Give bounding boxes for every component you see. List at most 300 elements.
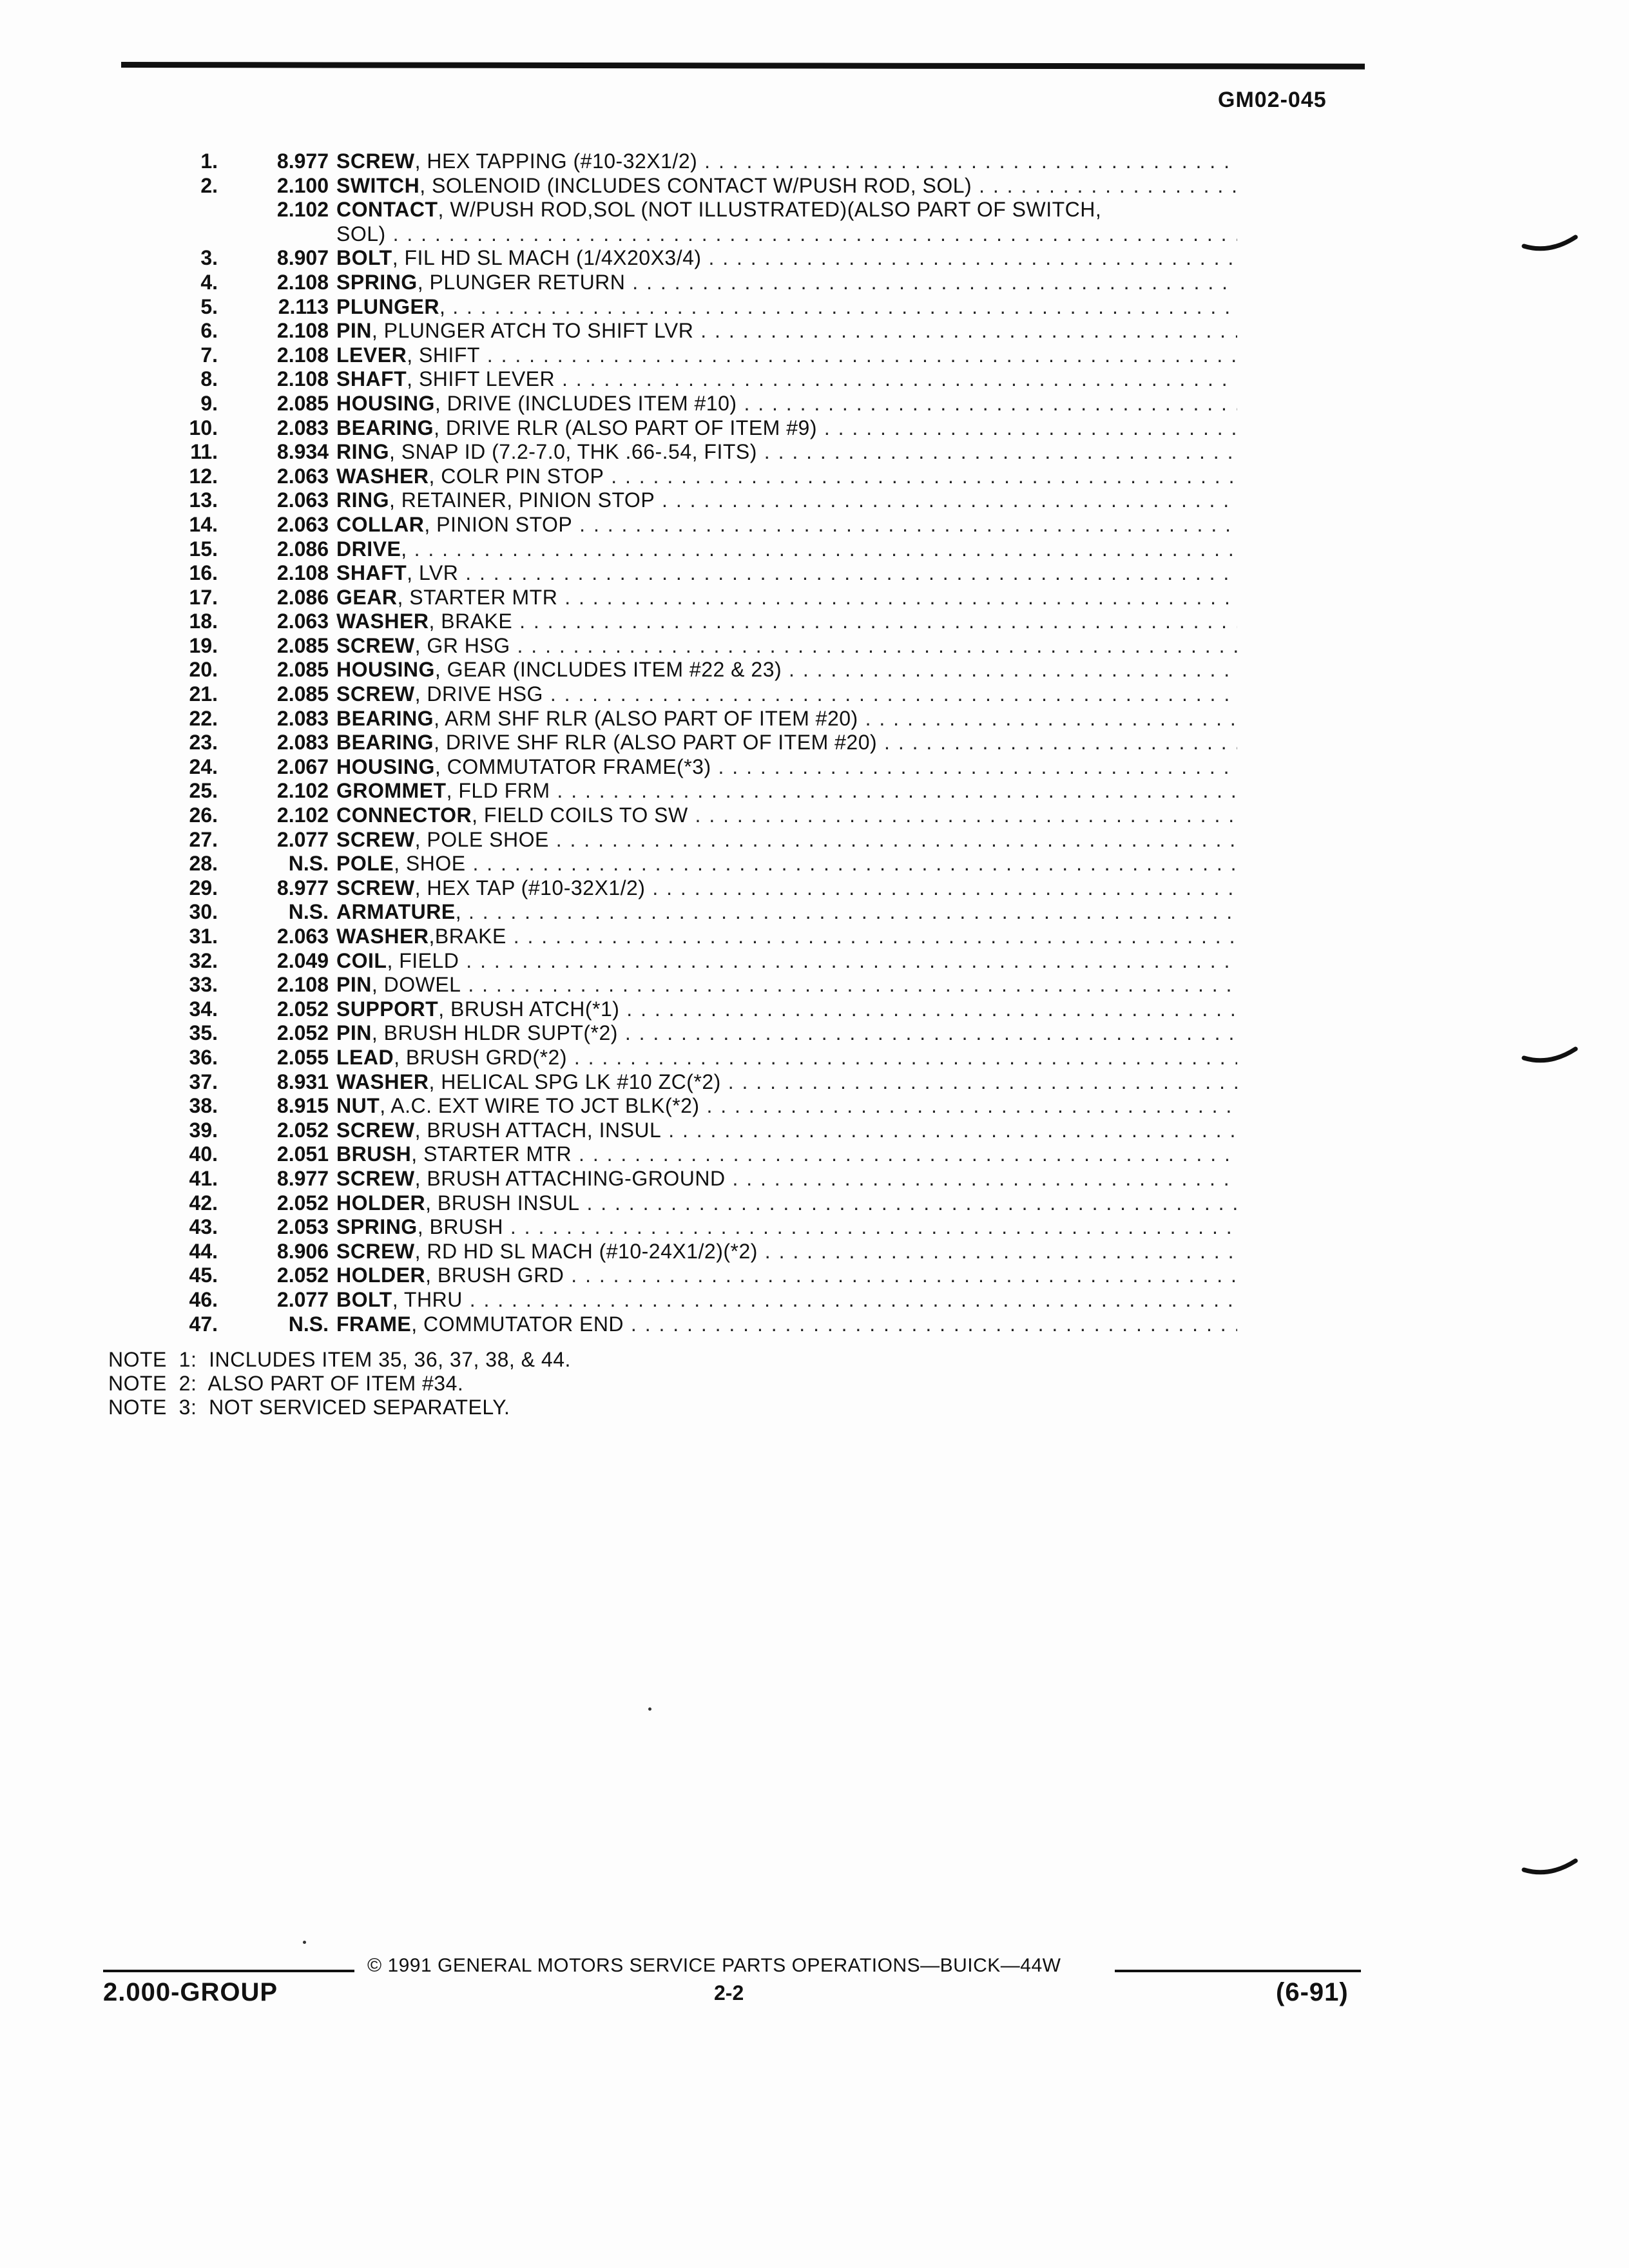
list-item <box>142 246 1237 271</box>
item-number: 31. <box>189 925 218 948</box>
group-code: 2.083 <box>276 416 329 439</box>
group-code: 2.108 <box>276 973 329 997</box>
list-item <box>142 1215 1237 1240</box>
item-number: 19. <box>189 633 218 657</box>
item-number: 39. <box>189 1118 218 1142</box>
part-detail: , PLUNGER ATCH TO SHIFT LVR <box>371 319 694 343</box>
group-code: 2.055 <box>276 1045 329 1069</box>
part-name: RING <box>336 440 389 464</box>
list-item <box>142 1021 1237 1046</box>
list-item <box>142 295 1237 320</box>
group-code: 2.052 <box>276 1264 329 1287</box>
footer-copyright: © 1991 GENERAL MOTORS SERVICE PARTS OPERATIONS—BUICK—44W <box>367 1955 1061 1976</box>
item-number: 45. <box>189 1264 218 1287</box>
item-number: 15. <box>189 537 218 561</box>
notes-section <box>108 1348 571 1419</box>
group-code: 2.063 <box>276 464 329 488</box>
item-number: 30. <box>189 900 218 924</box>
list-item <box>142 319 1237 343</box>
group-code: 8.906 <box>276 1239 329 1263</box>
footer-group: 2.000-GROUP <box>103 1978 278 2006</box>
part-detail: , FIELD COILS TO SW <box>472 803 688 827</box>
list-item <box>142 634 1237 658</box>
part-detail: , THRU <box>392 1287 463 1311</box>
group-code: 2.053 <box>276 1215 329 1239</box>
part-description <box>336 997 1237 1022</box>
part-description <box>336 537 1237 562</box>
part-name: WASHER <box>336 610 429 633</box>
item-number: 34. <box>189 997 218 1021</box>
list-item <box>142 1094 1237 1119</box>
list-item <box>142 1312 1237 1337</box>
part-detail: , BRUSH ATTACHING-GROUND <box>414 1166 726 1190</box>
part-description <box>336 343 1237 368</box>
item-number: 24. <box>189 754 218 778</box>
group-code: 2.085 <box>276 658 329 682</box>
group-code: 2.085 <box>276 391 329 415</box>
part-detail: , HEX TAPPING (#10-32X1/2) <box>414 149 698 173</box>
part-name: BRUSH <box>336 1142 412 1166</box>
group-code: 2.085 <box>276 682 329 706</box>
part-description <box>336 876 1237 901</box>
part-detail: , FIL HD SL MACH (1/4X20X3/4) <box>392 246 702 270</box>
part-description <box>336 658 1237 682</box>
item-number: 47. <box>189 1312 218 1336</box>
part-description <box>336 1070 1237 1095</box>
part-name: SCREW <box>336 1166 415 1190</box>
part-name: HOLDER <box>336 1264 426 1287</box>
part-detail: , SHOE <box>394 852 466 876</box>
part-detail: , RETAINER, PINION STOP <box>389 488 655 512</box>
list-item <box>142 440 1237 465</box>
list-item <box>142 513 1237 537</box>
part-name: BEARING <box>336 416 434 439</box>
part-detail: , FLD FRM <box>446 779 550 803</box>
part-name: SHAFT <box>336 367 407 391</box>
part-name: SCREW <box>336 827 415 851</box>
part-detail: SOL) <box>336 222 386 245</box>
part-description <box>336 1264 1237 1288</box>
item-number: 3. <box>200 246 218 270</box>
footer-rule-left <box>103 1970 354 1972</box>
part-description <box>336 392 1237 416</box>
part-description <box>336 731 1237 755</box>
item-number: 44. <box>189 1239 218 1263</box>
list-item <box>142 149 1237 174</box>
list-item <box>142 488 1237 513</box>
group-code: 2.086 <box>276 585 329 609</box>
part-name: SPRING <box>336 270 418 294</box>
list-item <box>142 367 1237 392</box>
list-item <box>142 222 1237 247</box>
list-item <box>142 1046 1237 1070</box>
list-item <box>142 392 1237 416</box>
part-name: HOUSING <box>336 754 435 778</box>
list-item <box>142 610 1237 634</box>
part-detail: , RD HD SL MACH (#10-24X1/2)(*2) <box>414 1239 758 1263</box>
part-description <box>336 803 1237 828</box>
item-number: 13. <box>189 488 218 512</box>
part-description <box>336 1288 1237 1312</box>
part-name: WASHER <box>336 1070 429 1093</box>
part-detail: , <box>439 294 446 318</box>
part-detail: , HELICAL SPG LK #10 ZC(*2) <box>429 1070 721 1093</box>
part-detail: , BRAKE <box>429 610 513 633</box>
part-description <box>336 488 1237 513</box>
part-detail: , DRIVE RLR (ALSO PART OF ITEM #9) <box>434 416 817 439</box>
part-name: BEARING <box>336 731 434 754</box>
list-item <box>142 1240 1237 1264</box>
part-detail: , SOLENOID (INCLUDES CONTACT W/PUSH ROD, SOL) <box>419 173 972 197</box>
group-code: 2.063 <box>276 488 329 512</box>
group-code: 2.108 <box>276 319 329 343</box>
parts-list <box>142 149 1237 1336</box>
group-code: 8.977 <box>276 1166 329 1190</box>
part-name: SCREW <box>336 876 415 899</box>
part-description <box>336 900 1237 925</box>
item-number: 1. <box>200 149 218 173</box>
part-description <box>336 586 1237 610</box>
item-number: 37. <box>189 1070 218 1093</box>
group-code: 2.108 <box>276 561 329 585</box>
part-detail: , STARTER MTR <box>397 585 558 609</box>
group-code: 2.086 <box>276 537 329 561</box>
part-name: ARMATURE <box>336 900 456 924</box>
item-number: 4. <box>200 270 218 294</box>
item-number: 41. <box>189 1166 218 1190</box>
part-detail: , BRUSH ATTACH, INSUL <box>414 1118 662 1142</box>
part-name: PIN <box>336 1021 372 1045</box>
part-name: SCREW <box>336 1239 415 1263</box>
scan-speck <box>648 1707 651 1711</box>
group-code: 8.934 <box>276 440 329 464</box>
item-number: 20. <box>189 658 218 682</box>
list-item <box>142 900 1237 925</box>
group-code: 2.108 <box>276 270 329 294</box>
list-item <box>142 973 1237 997</box>
list-item <box>142 828 1237 852</box>
part-detail: , COLR PIN STOP <box>429 464 604 488</box>
part-detail: , BRUSH ATCH(*1) <box>438 997 620 1021</box>
part-description <box>336 246 1237 271</box>
group-code: 2.063 <box>276 925 329 948</box>
part-detail: , BRUSH INSUL <box>425 1191 580 1215</box>
part-name: LEAD <box>336 1045 394 1069</box>
group-code: 2.063 <box>276 610 329 633</box>
item-number: 17. <box>189 585 218 609</box>
part-name: PIN <box>336 973 372 997</box>
list-item <box>142 465 1237 489</box>
item-number: 29. <box>189 876 218 899</box>
part-description <box>336 319 1237 343</box>
footer-rule-right <box>1115 1970 1361 1972</box>
part-description <box>336 465 1237 489</box>
part-name: BOLT <box>336 1287 392 1311</box>
part-detail: , DRIVE SHF RLR (ALSO PART OF ITEM #20) <box>434 731 878 754</box>
part-description <box>336 1240 1237 1264</box>
list-item <box>142 949 1237 974</box>
item-number: 11. <box>190 440 218 464</box>
part-name: WASHER <box>336 464 429 488</box>
part-name: SWITCH <box>336 173 420 197</box>
list-item <box>142 731 1237 755</box>
part-description <box>336 440 1237 465</box>
part-name: BOLT <box>336 246 392 270</box>
part-name: HOUSING <box>336 391 435 415</box>
list-item <box>142 852 1237 876</box>
part-name: GROMMET <box>336 779 447 803</box>
group-code: 2.113 <box>278 294 329 318</box>
item-number: 35. <box>189 1021 218 1045</box>
group-code: 2.063 <box>276 512 329 536</box>
part-description <box>336 707 1237 731</box>
list-item <box>142 1167 1237 1191</box>
group-code: 2.052 <box>276 1191 329 1215</box>
part-name: BEARING <box>336 706 434 730</box>
item-number: 32. <box>189 948 218 972</box>
part-name: WASHER <box>336 925 429 948</box>
group-code: N.S. <box>288 1312 329 1336</box>
part-detail: , COMMUTATOR END <box>411 1312 624 1336</box>
part-name: NUT <box>336 1094 380 1118</box>
item-number: 23. <box>189 731 218 754</box>
list-item <box>142 1142 1237 1167</box>
part-detail: , POLE SHOE <box>414 827 549 851</box>
group-code: 8.977 <box>276 149 329 173</box>
item-number: 43. <box>189 1215 218 1239</box>
part-description <box>336 1119 1237 1143</box>
list-item <box>142 997 1237 1022</box>
list-item <box>142 755 1237 780</box>
item-number: 40. <box>189 1142 218 1166</box>
list-item <box>142 1119 1237 1143</box>
item-number: 12. <box>189 464 218 488</box>
part-description <box>336 1215 1237 1240</box>
item-number: 10. <box>189 416 218 439</box>
group-code: 2.083 <box>276 706 329 730</box>
part-name: COIL <box>336 948 387 972</box>
part-description <box>336 828 1237 852</box>
group-code: 8.977 <box>276 876 329 899</box>
part-name: GEAR <box>336 585 398 609</box>
part-detail: , DOWEL <box>371 973 461 997</box>
group-code: 2.077 <box>276 827 329 851</box>
group-code: 8.931 <box>276 1070 329 1093</box>
group-code: 2.051 <box>276 1142 329 1166</box>
item-number: 2. <box>200 173 218 197</box>
part-name: SCREW <box>336 682 415 706</box>
page-number: 2-2 <box>714 1981 744 2004</box>
top-rule <box>121 62 1365 70</box>
item-number: 42. <box>189 1191 218 1215</box>
part-detail: , DRIVE (INCLUDES ITEM #10) <box>434 391 737 415</box>
group-code: 2.100 <box>276 173 329 197</box>
part-description <box>336 222 1237 247</box>
part-description <box>336 1142 1237 1167</box>
list-item <box>142 174 1237 198</box>
group-code: 2.085 <box>276 633 329 657</box>
list-item <box>142 198 1237 222</box>
part-detail: , FIELD <box>387 948 459 972</box>
group-code: 2.102 <box>276 779 329 803</box>
item-number: 46. <box>189 1287 218 1311</box>
list-item <box>142 586 1237 610</box>
part-detail: , LVR <box>407 561 459 585</box>
group-code: 2.052 <box>276 1021 329 1045</box>
list-item <box>142 416 1237 441</box>
item-number: 22. <box>189 706 218 730</box>
part-description <box>336 1312 1237 1337</box>
part-description <box>336 1046 1237 1070</box>
part-description <box>336 925 1237 949</box>
item-number: 21. <box>189 682 218 706</box>
part-description <box>336 973 1237 997</box>
part-name: HOLDER <box>336 1191 426 1215</box>
list-item <box>142 682 1237 707</box>
group-code: 8.907 <box>276 246 329 270</box>
footer-date: (6-91) <box>1276 1978 1349 2006</box>
part-name: COLLAR <box>336 512 425 536</box>
binder-mark-icon <box>1518 1044 1582 1070</box>
part-detail: , BRUSH GRD(*2) <box>394 1045 567 1069</box>
part-description <box>336 1191 1237 1216</box>
part-description <box>336 295 1237 320</box>
part-detail: , COMMUTATOR FRAME(*3) <box>434 754 711 778</box>
group-code: 2.052 <box>276 1118 329 1142</box>
item-number: 28. <box>189 852 218 876</box>
list-item <box>142 925 1237 949</box>
part-detail: , BRUSH <box>417 1215 503 1239</box>
group-code: N.S. <box>288 900 329 924</box>
list-item <box>142 1070 1237 1095</box>
part-description <box>336 198 1237 222</box>
part-detail: , A.C. EXT WIRE TO JCT BLK(*2) <box>380 1094 700 1118</box>
list-item <box>142 779 1237 803</box>
item-number: 14. <box>189 512 218 536</box>
group-code: 2.102 <box>276 198 329 222</box>
part-detail: , PLUNGER RETURN <box>417 270 626 294</box>
part-name: FRAME <box>336 1312 412 1336</box>
note-line: NOTE 3: NOT SERVICED SEPARATELY. <box>108 1396 510 1419</box>
item-number: 33. <box>189 973 218 997</box>
binder-mark-icon <box>1518 232 1582 258</box>
part-detail: ,BRAKE <box>429 925 506 948</box>
list-item <box>142 271 1237 295</box>
part-detail: , BRUSH GRD <box>425 1264 564 1287</box>
list-item <box>142 707 1237 731</box>
part-description <box>336 1094 1237 1119</box>
part-description <box>336 1167 1237 1191</box>
part-detail: , ARM SHF RLR (ALSO PART OF ITEM #20) <box>434 706 858 730</box>
list-item <box>142 537 1237 562</box>
group-code: N.S. <box>288 852 329 876</box>
part-detail: , <box>401 537 407 561</box>
part-description <box>336 367 1237 392</box>
part-description <box>336 682 1237 707</box>
list-item <box>142 876 1237 901</box>
part-description <box>336 610 1237 634</box>
item-number: 18. <box>189 610 218 633</box>
part-detail: , GEAR (INCLUDES ITEM #22 & 23) <box>434 658 782 682</box>
part-detail: , HEX TAP (#10-32X1/2) <box>414 876 646 899</box>
part-description <box>336 513 1237 537</box>
binder-mark-icon <box>1518 1856 1582 1881</box>
group-code: 2.049 <box>276 948 329 972</box>
part-description <box>336 271 1237 295</box>
list-item <box>142 1288 1237 1312</box>
list-item <box>142 561 1237 586</box>
part-description <box>336 149 1237 174</box>
item-number: 6. <box>200 319 218 343</box>
part-detail: , PINION STOP <box>424 512 573 536</box>
list-item <box>142 1191 1237 1216</box>
part-description <box>336 779 1237 803</box>
part-name: SPRING <box>336 1215 418 1239</box>
part-name: SCREW <box>336 1118 415 1142</box>
part-name: CONTACT <box>336 198 438 222</box>
item-number: 9. <box>200 391 218 415</box>
part-description <box>336 1021 1237 1046</box>
part-name: POLE <box>336 852 394 876</box>
part-name: HOUSING <box>336 658 435 682</box>
part-description <box>336 561 1237 586</box>
group-code: 8.915 <box>276 1094 329 1118</box>
part-detail: , SNAP ID (7.2-7.0, THK .66-.54, FITS) <box>389 440 757 464</box>
part-name: RING <box>336 488 389 512</box>
part-detail: , BRUSH HLDR SUPT(*2) <box>371 1021 618 1045</box>
group-code: 2.108 <box>276 343 329 367</box>
part-description <box>336 755 1237 780</box>
item-number: 36. <box>189 1045 218 1069</box>
group-code: 2.067 <box>276 754 329 778</box>
part-description <box>336 852 1237 876</box>
group-code: 2.077 <box>276 1287 329 1311</box>
part-description <box>336 416 1237 441</box>
list-item <box>142 343 1237 368</box>
item-number: 25. <box>189 779 218 803</box>
part-detail: , DRIVE HSG <box>414 682 543 706</box>
note-line: NOTE 1: INCLUDES ITEM 35, 36, 37, 38, & 44. <box>108 1348 571 1371</box>
part-detail: , STARTER MTR <box>411 1142 572 1166</box>
part-name: PIN <box>336 319 372 343</box>
part-name: LEVER <box>336 343 407 367</box>
part-name: SHAFT <box>336 561 407 585</box>
item-number: 16. <box>189 561 218 585</box>
note-line: NOTE 2: ALSO PART OF ITEM #34. <box>108 1372 464 1395</box>
part-name: SCREW <box>336 149 415 173</box>
item-number: 8. <box>200 367 218 391</box>
part-description <box>336 174 1237 198</box>
group-code: 2.052 <box>276 997 329 1021</box>
list-item <box>142 658 1237 682</box>
part-name: PLUNGER <box>336 294 439 318</box>
part-detail: , <box>455 900 462 924</box>
part-detail: , SHIFT <box>407 343 480 367</box>
part-description <box>336 949 1237 974</box>
scan-speck <box>303 1941 306 1944</box>
item-number: 26. <box>189 803 218 827</box>
group-code: 2.102 <box>276 803 329 827</box>
part-description <box>336 634 1237 658</box>
list-item <box>142 803 1237 828</box>
part-detail: , W/PUSH ROD,SOL (NOT ILLUSTRATED)(ALSO PART OF SWITCH, <box>438 198 1102 222</box>
part-detail: , SHIFT LEVER <box>407 367 555 391</box>
part-name: SUPPORT <box>336 997 439 1021</box>
part-name: DRIVE <box>336 537 401 561</box>
part-name: SCREW <box>336 633 415 657</box>
list-item <box>142 1264 1237 1288</box>
item-number: 7. <box>200 343 218 367</box>
